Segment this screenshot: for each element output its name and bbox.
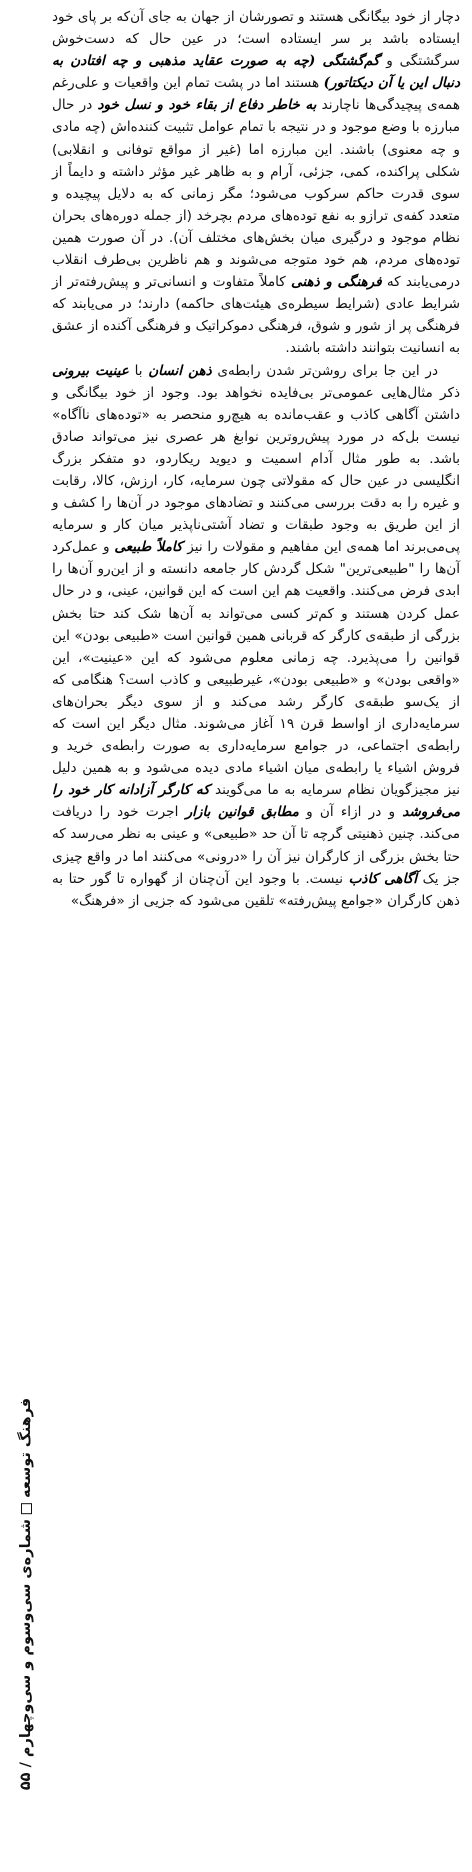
paragraph-1: [52, 6, 460, 360]
text-run: اجرت خود را دریافت می‌کند. چنین ذهنیتی گرچه تا آن حد «طبیعی» و عینی به نظر می‌رسد که حتا بخش بزرگی از کارگران نیز آن را «درونی» می‌کنند اما در واقع چیزی جز یک: [52, 804, 461, 887]
article-column: [52, 6, 460, 1866]
text-run: دچار از خود بیگانگی هستند و تصورشان از جهان به جای آن‌که بر پای خود ایستاده باشد بر سر ایستاده است؛ در عین حال که دست‌خوش سرگشتگی و: [52, 9, 460, 70]
emphasized-text: گم‌گشتگی (چه به صورت عقاید مذهبی و چه افتادن به دنبال این یا آن دیکتاتور): [52, 53, 461, 92]
emphasized-text: فرهنگی و ذهنی: [291, 274, 382, 291]
emphasized-text: آگاهی کاذب: [348, 870, 417, 887]
text-run: هستند اما در پشت تمام این واقعیات و علی‌رغم همه‌ی پیچیدگی‌ها ناچارند: [52, 75, 461, 114]
text-run: ذکر مثال‌هایی عمومی‌تر بی‌فایده نخواهد بود. وجود از خود بیگانگی و داشتن آگاهی کاذب و عقب‌مانده به هیچ‌رو منحصر به «توده‌های ناآگاه» نیست بل‌که در مورد پیش‌روترین نوابغ هر عصری نیز می‌تواند صادق باشد. به طور مثال آدام اسمیت و دیوید ریکاردو، دو متفکر بزرگ انگلیسی در عین حال که مقولاتی چون سرمایه، کار، ارزش، کالا، رقابت و غیره را به دقت بررسی می‌کنند و تضادهای موجود در آن‌ها را کشف و از این طریق به وجود طبقات و تضاد آشتی‌ناپذیر میان کار و سرمایه پی‌می‌برند اما همه‌ی این مفاهیم و مقولات را نیز: [52, 384, 460, 556]
text-run: در حال مبارزه با وضع موجود و در نتیجه با تمام عوامل تثبیت کننده‌اش (چه مادی و چه معنوی) باشند. این مبارزه اما (غیر از مواقع توفانی و انقلابی) شکلی پراکنده، کمی، جزئی، آرام و به ظاهر غیر مؤثر داشته و دایماً از سوی قدرت حاکم سرکوب می‌شود؛ مگر زمانی که به دلایل پیچیده و متعدد کفه‌ی ترازو به نفع توده‌های مردم بچرخد (از جمله دوره‌های بحران نظام موجود و درگیری میان بخش‌های مختلف آن). در آن صورت همین توده‌های مردم، هم خود متوجه می‌شوند و هم ناظرین بی‌طرف انقلاب درمی‌یابند که: [52, 97, 461, 291]
paragraph-2: [52, 360, 460, 912]
page-number: ۵۵: [18, 1772, 34, 1791]
text-run: و عمل‌کرد آن‌ها را "طبیعی‌ترین" شکل گردش کار جامعه دانسته و از این‌رو آن‌ها را ابدی فرض می‌کنند. واقعیت هم این است که این قوانین، عینی، و در حال عمل کردن هستند و کم‌تر کسی می‌تواند به آن‌ها شک کند حتا بخش بزرگی از طبقه‌ی کارگر که قربانی همین قوانین است «طبیعی بودن» این قوانین را می‌پذیرد. چه زمانی معلوم می‌شود که این «عینیت»، این «واقعی بودن» و «طبیعی بودن»، غیرطبیعی و کاذب است؟ هنگامی که از یک‌سو طبقه‌ی کارگر رشد می‌کند و از سوی دیگر بحران‌های سرمایه‌داری از اواسط قرن ۱۹ آغاز می‌شوند. مثال دیگر این است که رابطه‌ی اجتماعی، در جوامع سرمایه‌داری به صورت رابطه‌ی خرید و فروش اشیاء یا رابطه‌ی میان اشیاء مادی دیده می‌شود و به همین دلیل نیز مجیزگویان نظام سرمایه به ما می‌گویند: [52, 539, 460, 799]
emphasized-text: به خاطر دفاع از بقاء خود و نسل خود: [97, 97, 317, 114]
text-run: در این جا برای روشن‌تر شدن رابطه‌ی: [211, 362, 439, 379]
issue-number: شماره‌ی سی‌وسوم و سی‌وچهارم: [18, 1518, 34, 1758]
text-run: کاملاً متفاوت و انسانی‌تر و پیش‌رفته‌تر از شرایط عادی (شرایط سیطره‌ی هیئت‌های حاکمه) دارند؛ در می‌یابند که فرهنگی پر از شور و شوق، فرهنگی دموکراتیک و فرهنگی آکنده از عشق به انسانیت بتوانند داشته باشند.: [52, 274, 460, 357]
separator-square-icon: [21, 1503, 32, 1514]
journal-name: فرهنگ توسعه: [18, 1397, 34, 1498]
emphasized-text: کاملاً طبیعی: [114, 539, 183, 556]
emphasized-text: که کارگر آزادانه کار خود را می‌فروشد: [52, 782, 460, 821]
journal-footer: فرهنگ توسعهشماره‌ی سی‌وسوم و سی‌وچهارم / ۵۵: [18, 1397, 34, 1791]
emphasized-text: مطابق قوانین بازار: [185, 804, 299, 821]
emphasized-text: ذهن انسان: [148, 362, 212, 379]
emphasized-text: عینیت بیرونی: [52, 362, 129, 379]
text-run: و در ازاء آن و: [298, 804, 403, 821]
page-footer-sidebar: [8, 1320, 44, 1868]
text-run: با: [128, 362, 149, 379]
text-run: نیست. با وجود این آن‌چنان از گهواره تا گور حتا به ذهن کارگران «جوامع پیش‌رفته» تلقین می‌شود که جزیی از «فرهنگ»: [52, 870, 460, 909]
